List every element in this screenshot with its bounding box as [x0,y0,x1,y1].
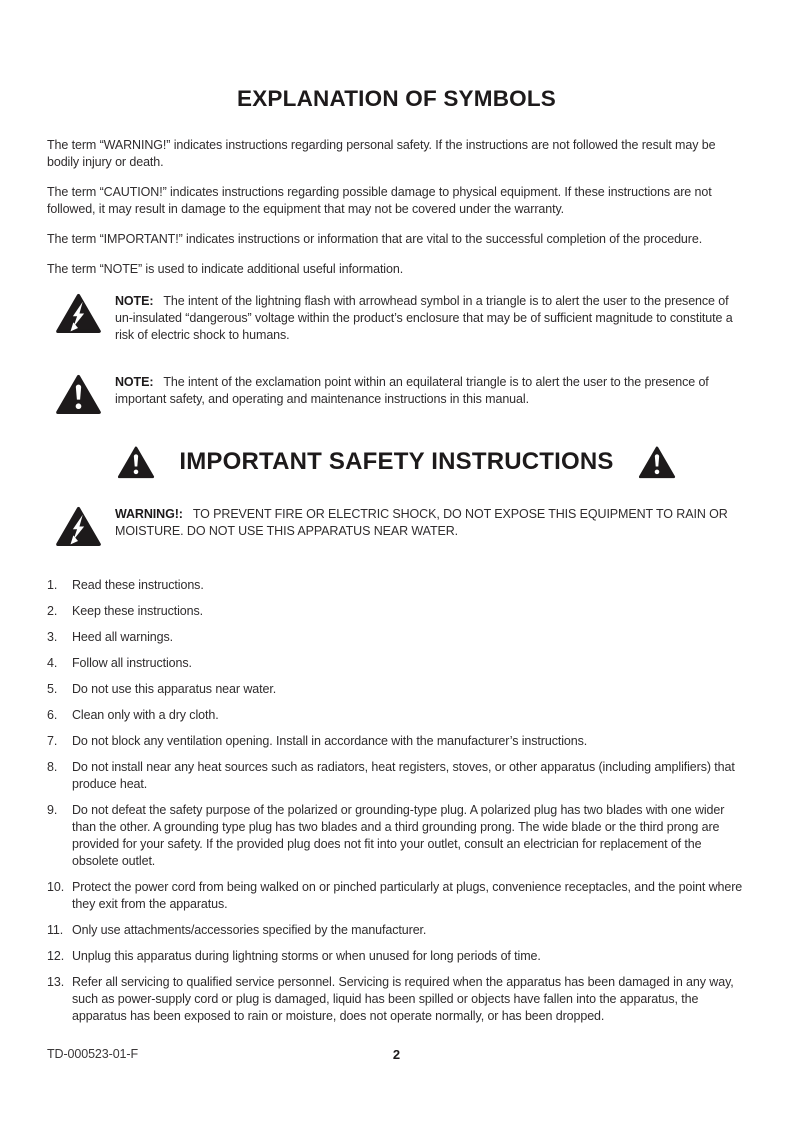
instruction-item [47,802,746,870]
instruction-number: 2. [47,604,58,618]
warning-label: WARNING!: [115,507,183,521]
instruction-text: Follow all instructions. [72,656,192,670]
safety-instructions-header [47,444,746,480]
symbol-notes [47,291,746,416]
lightning-triangle-icon [55,504,102,548]
instruction-item [47,879,746,913]
instruction-number: 12. [47,949,65,963]
instruction-number: 7. [47,734,58,748]
instruction-item [47,974,746,1025]
safety-instructions-list [47,577,746,1025]
instruction-item [47,681,746,698]
note-text: The intent of the lightning flash with arrowhead symbol in a triangle is to alert the user to the presence of un-insulated “dangerous” voltage within the product’s enclosure that may be of sufficient magnitude to constitute a risk of electric shock to humans. [115,294,733,342]
instruction-item [47,603,746,620]
instruction-item [47,733,746,750]
note-body [115,372,746,408]
note-row-exclamation [47,372,746,416]
instruction-text: Read these instructions. [72,578,204,592]
note-text: The intent of the exclamation point within an equilateral triangle is to alert the user to the presence of important safety, and operating and maintenance instructions in this manual. [115,375,709,406]
instruction-item [47,629,746,646]
instruction-text: Do not install near any heat sources such as radiators, heat registers, stoves, or other apparatus (including amplifiers) that produce heat. [72,760,735,791]
instruction-number: 1. [47,578,58,592]
term-definition-warning: The term “WARNING!” indicates instructions regarding personal safety. If the instructions are not followed the result may be bodily injury or death. [47,138,716,169]
note-label: NOTE: [115,375,154,389]
instruction-number: 11. [47,923,64,937]
instruction-number: 8. [47,760,58,774]
instruction-item [47,922,746,939]
document-number: TD-000523-01-F [47,1047,139,1061]
instruction-text: Do not defeat the safety purpose of the polarized or grounding-type plug. A polarized plug has two blades with one wider than the other. A grounding type plug has two blades and a third grounding prong. The wide blade or the third prong are provided for your safety. If the provided plug does not fit into your outlet, consult an electrician for replacement of the obsolete outlet. [72,803,725,868]
instruction-number: 4. [47,656,58,670]
warning-body [115,504,746,540]
instruction-text: Clean only with a dry cloth. [72,708,219,722]
instruction-number: 5. [47,682,58,696]
instruction-text: Only use attachments/accessories specified by the manufacturer. [72,923,427,937]
instruction-text: Refer all servicing to qualified service personnel. Servicing is required when the apparatus has been damaged in any way, such as power-supply cord or plug is damaged, liquid has been spilled or objects have fallen into the apparatus, the apparatus has been exposed to rain or moisture, does not operate normally, or has been dropped. [72,975,734,1023]
lightning-triangle-icon [55,291,102,335]
exclamation-triangle-icon [55,372,102,416]
instruction-number: 3. [47,630,58,644]
instruction-number: 10. [47,880,65,894]
instruction-text: Unplug this apparatus during lightning storms or when unused for long periods of time. [72,949,541,963]
note-body [115,291,746,344]
term-definition-important: The term “IMPORTANT!” indicates instructions or information that are vital to the successful completion of the procedure. [47,232,703,246]
instruction-number: 9. [47,803,58,817]
exclamation-triangle-icon [117,444,155,480]
instruction-number: 13. [47,975,65,989]
note-label: NOTE: [115,294,154,308]
safety-instructions-title: IMPORTANT SAFETY INSTRUCTIONS [179,448,614,475]
term-definition-caution: The term “CAUTION!” indicates instructions regarding possible damage to physical equipment. If these instructions are not followed, it may result in damage to the equipment that may not be covered under the warranty. [47,185,712,216]
instruction-item [47,948,746,965]
page-title: EXPLANATION OF SYMBOLS [237,86,556,111]
term-definition-note: The term “NOTE” is used to indicate additional useful information. [47,262,404,276]
instruction-item [47,759,746,793]
term-definitions [47,137,746,278]
instruction-text: Protect the power cord from being walked on or pinched particularly at plugs, convenience receptacles, and the point where they exit from the apparatus. [72,880,743,911]
warning-row [47,504,746,548]
instruction-text: Do not use this apparatus near water. [72,682,277,696]
warning-text: TO PREVENT FIRE OR ELECTRIC SHOCK, DO NOT EXPOSE THIS EQUIPMENT TO RAIN OR MOISTURE. DO NOT USE THIS APPARATUS NEAR WATER. [115,507,728,538]
instruction-item [47,655,746,672]
instruction-text: Heed all warnings. [72,630,174,644]
instruction-number: 6. [47,708,58,722]
note-row-lightning [47,291,746,344]
exclamation-triangle-icon [638,444,676,480]
instruction-text: Do not block any ventilation opening. Install in accordance with the manufacturer’s instructions. [72,734,588,748]
footer [47,1046,746,1063]
instruction-text: Keep these instructions. [72,604,204,618]
page-number: 2 [392,1047,401,1062]
instruction-item [47,707,746,724]
instruction-item [47,577,746,594]
